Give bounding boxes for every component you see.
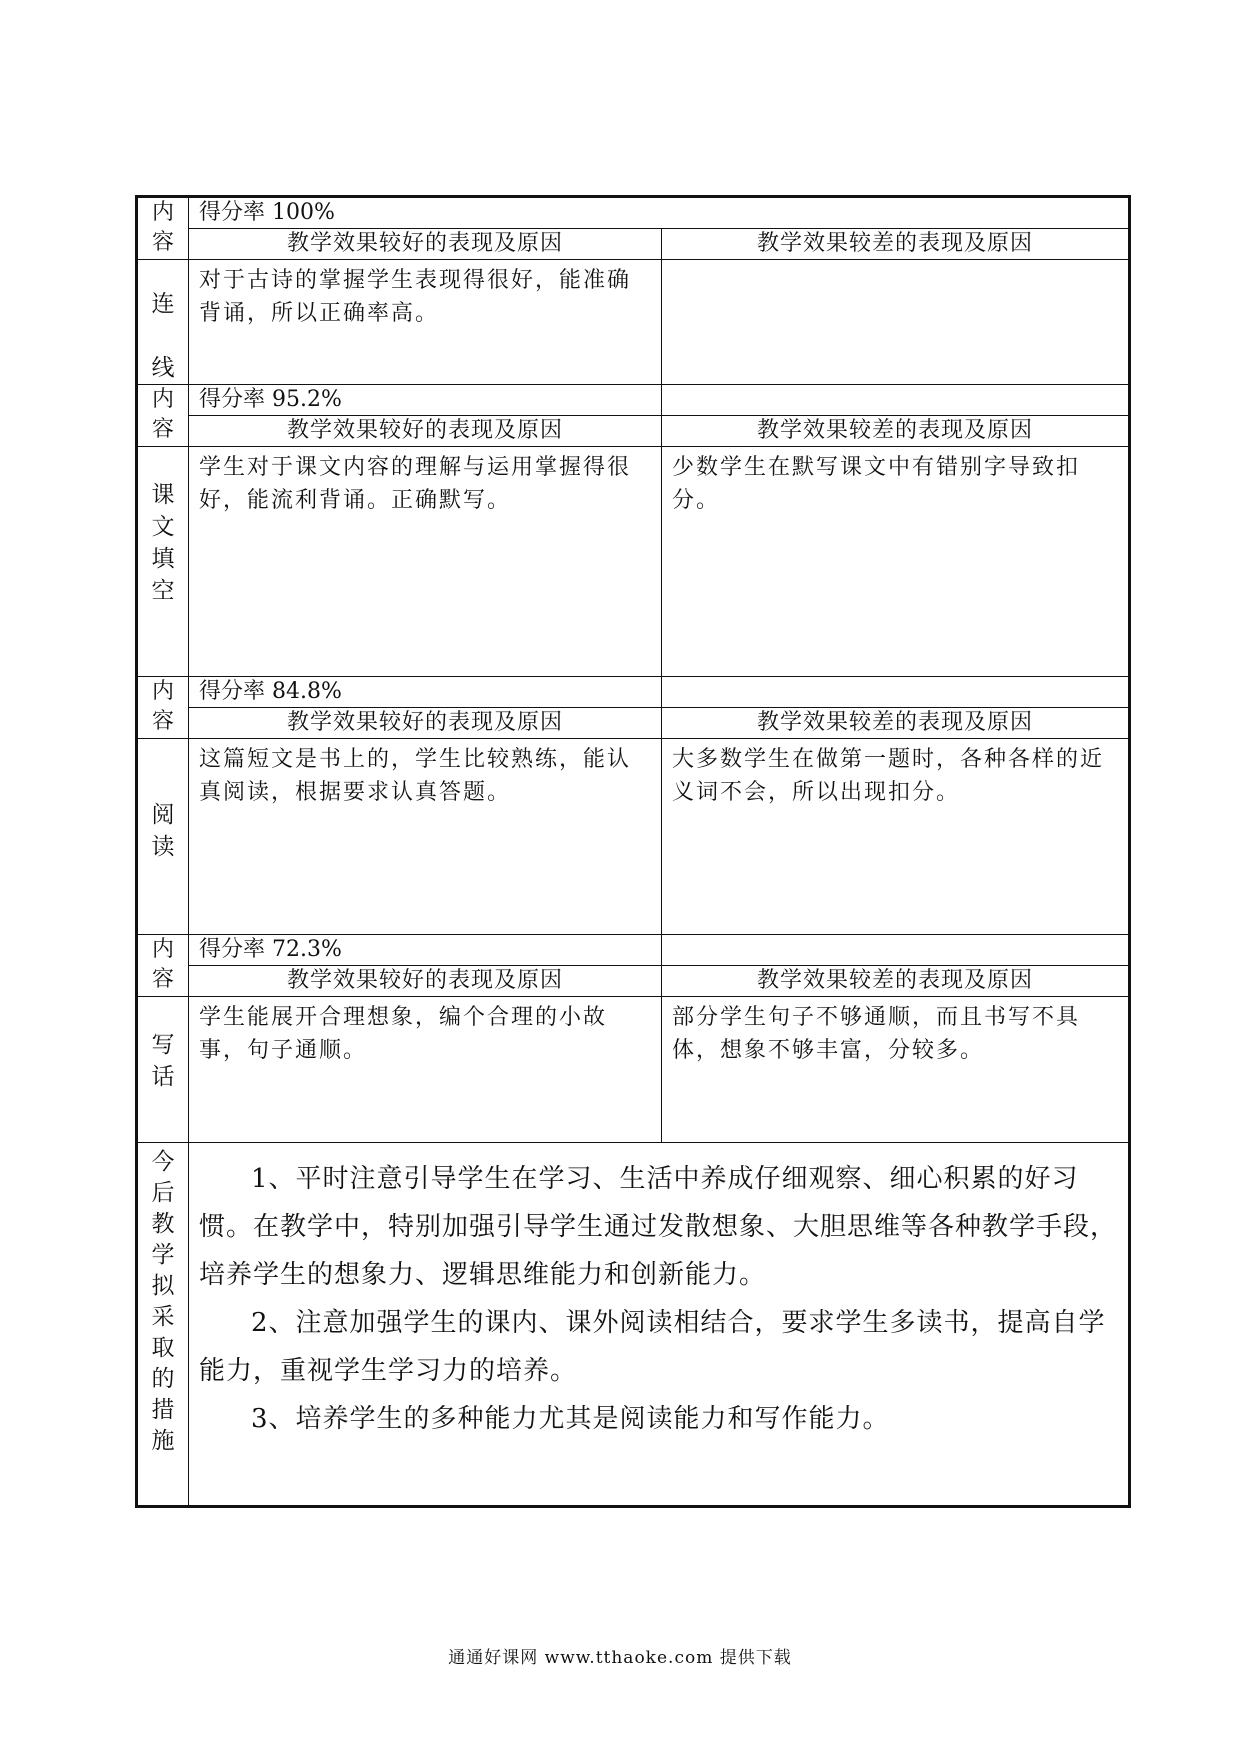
measure-item: 2、注意加强学生的课内、课外阅读相结合，要求学生多读书，提高自学能力，重视学生学习力的培养。 [199, 1308, 1106, 1386]
measures-content [189, 1143, 1130, 1507]
section-1-rate-row [137, 197, 1130, 229]
good-text: 学生能展开合理想象，编个合理的小故事，句子通顺。 [189, 997, 662, 1143]
empty-cell [662, 935, 1130, 966]
section-4-body-row [137, 997, 1130, 1143]
content-label: 内 容 [137, 197, 189, 260]
section-3-rate-row [137, 677, 1130, 708]
bad-header: 教学效果较差的表现及原因 [662, 966, 1130, 997]
bad-text [662, 260, 1130, 385]
empty-cell [662, 385, 1130, 416]
item-label-lianxian: 连 线 [137, 260, 189, 385]
score-rate: 得分率 84.8% [189, 677, 662, 708]
item-label-yuedu: 阅 读 [137, 739, 189, 935]
content-label: 内 容 [137, 677, 189, 739]
good-text: 学生对于课文内容的理解与运用掌握得很好，能流利背诵。正确默写。 [189, 447, 662, 677]
bad-text: 部分学生句子不够通顺，而且书写不具体，想象不够丰富，分较多。 [662, 997, 1130, 1143]
section-1-header-row [137, 229, 1130, 260]
bad-text: 少数学生在默写课文中有错别字导致扣分。 [662, 447, 1130, 677]
good-header: 教学效果较好的表现及原因 [189, 229, 662, 260]
section-3-body-row [137, 739, 1130, 935]
footer-credit: 通通好课网 www.tthaoke.com 提供下载 [448, 1648, 792, 1668]
bad-text: 大多数学生在做第一题时，各种各样的近义词不会，所以出现扣分。 [662, 739, 1130, 935]
section-2-rate-row [137, 385, 1130, 416]
measures-label: 今 后 教 学 拟 采 取 的 措 施 [137, 1143, 189, 1507]
bad-header: 教学效果较差的表现及原因 [662, 416, 1130, 447]
section-2-header-row [137, 416, 1130, 447]
score-rate: 得分率 72.3% [189, 935, 662, 966]
section-2-body-row [137, 447, 1130, 677]
section-4-header-row [137, 966, 1130, 997]
score-rate: 得分率 95.2% [189, 385, 662, 416]
bad-header: 教学效果较差的表现及原因 [662, 708, 1130, 739]
analysis-table [135, 195, 1131, 1508]
score-rate: 得分率 100% [189, 197, 1130, 229]
section-4-rate-row [137, 935, 1130, 966]
empty-cell [662, 677, 1130, 708]
good-header: 教学效果较好的表现及原因 [189, 416, 662, 447]
measure-item: 3、培养学生的多种能力尤其是阅读能力和写作能力。 [251, 1404, 890, 1434]
good-text: 对于古诗的掌握学生表现得很好，能准确背诵，所以正确率高。 [189, 260, 662, 385]
measure-item: 1、平时注意引导学生在学习、生活中养成仔细观察、细心积累的好习惯。在教学中，特别加强引导学生通过发散想象、大胆思维等各种教学手段，培养学生的想象力、逻辑思维能力和创新能力。 [199, 1164, 1118, 1290]
measures-row [137, 1143, 1130, 1507]
item-label-kewen-tiankong: 课 文 填 空 [137, 447, 189, 677]
good-header: 教学效果较好的表现及原因 [189, 708, 662, 739]
item-label-xiehua: 写 话 [137, 997, 189, 1143]
good-text: 这篇短文是书上的，学生比较熟练，能认真阅读，根据要求认真答题。 [189, 739, 662, 935]
section-1-body-row [137, 260, 1130, 385]
good-header: 教学效果较好的表现及原因 [189, 966, 662, 997]
content-label: 内 容 [137, 385, 189, 447]
bad-header: 教学效果较差的表现及原因 [662, 229, 1130, 260]
content-label: 内 容 [137, 935, 189, 997]
section-3-header-row [137, 708, 1130, 739]
